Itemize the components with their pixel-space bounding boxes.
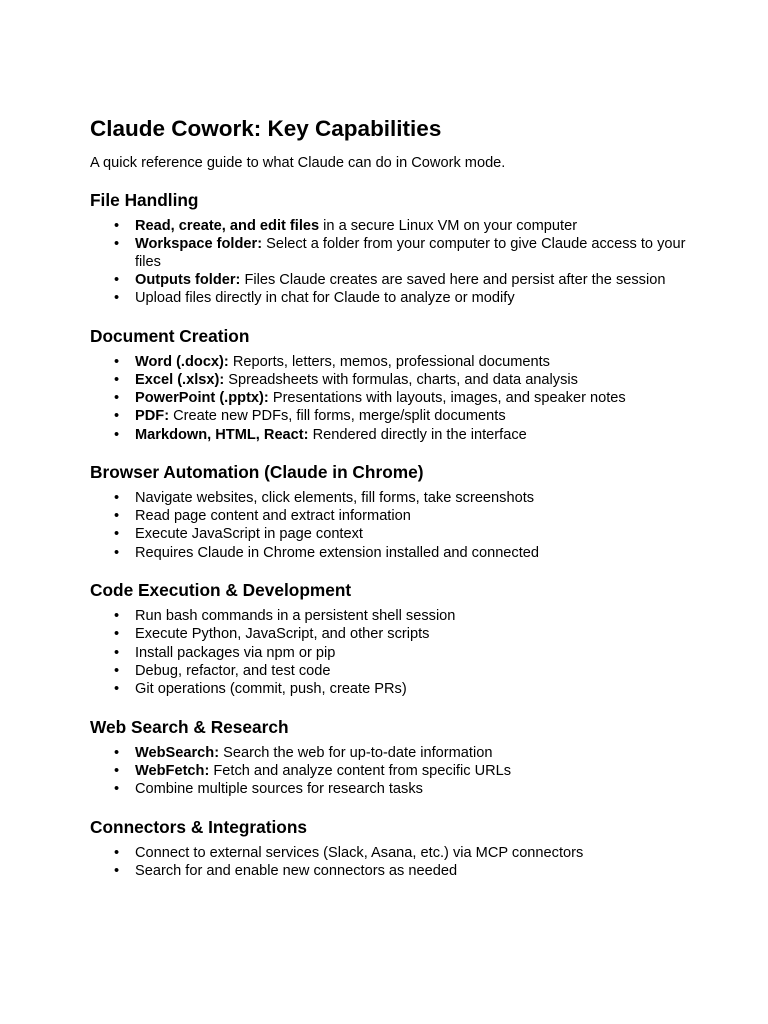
list-item (90, 863, 690, 881)
list-item (90, 272, 690, 290)
item-text: Git operations (commit, push, create PRs) (135, 681, 407, 697)
item-text: Presentations with layouts, images, and speaker notes (268, 390, 626, 407)
item-text: Execute Python, JavaScript, and other scripts (135, 626, 430, 643)
bullet-list (90, 218, 690, 308)
list-item (90, 745, 690, 763)
section-file-handling (90, 189, 690, 308)
item-text: Upload files directly in chat for Claude to analyze or modify (135, 290, 515, 307)
section-heading: Web Search & Research (90, 716, 289, 737)
bullet-icon: • (114, 490, 120, 507)
item-text: Search the web for up-to-date information (219, 744, 493, 761)
bullet-icon: • (114, 862, 120, 879)
list-item (90, 781, 690, 799)
bullet-icon: • (114, 644, 120, 661)
item-text: Spreadsheets with formulas, charts, and data analysis (224, 371, 578, 388)
document-title: Claude Cowork: Key Capabilities (90, 116, 442, 141)
bullet-icon: • (114, 626, 120, 643)
section-heading: Code Execution & Development (90, 580, 352, 601)
bullet-icon: • (114, 426, 120, 443)
list-item (90, 763, 690, 781)
section-web-search-research (90, 716, 690, 799)
item-bold-label: PowerPoint (.pptx): (135, 390, 269, 407)
list-item (90, 681, 690, 699)
bullet-icon: • (114, 744, 120, 761)
list-item (90, 236, 690, 271)
item-text: Rendered directly in the interface (308, 426, 527, 443)
section-document-creation (90, 325, 690, 444)
item-text: Execute JavaScript in page context (135, 526, 363, 543)
item-bold-label: Word (.docx): (135, 353, 229, 370)
item-text: Create new PDFs, fill forms, merge/split documents (169, 408, 506, 425)
item-bold-label: Excel (.xlsx): (135, 371, 225, 388)
item-text: in a secure Linux VM on your computer (319, 218, 578, 234)
bullet-icon: • (114, 290, 120, 307)
list-item (90, 218, 690, 236)
bullet-list (90, 490, 690, 562)
item-text: Files Claude creates are saved here and persist after the session (240, 271, 666, 288)
item-bold-label: WebFetch: (135, 762, 210, 779)
bullet-icon: • (114, 780, 120, 797)
list-item (90, 372, 690, 390)
list-item (90, 290, 690, 308)
section-heading: Browser Automation (Claude in Chrome) (90, 462, 424, 483)
bullet-list (90, 845, 690, 881)
bullet-icon: • (114, 353, 120, 370)
section-heading: Connectors & Integrations (90, 816, 307, 837)
bullet-icon: • (114, 408, 120, 425)
bullet-icon: • (114, 371, 120, 388)
list-item (90, 508, 690, 526)
list-item (90, 526, 690, 544)
section-heading: File Handling (90, 190, 199, 210)
item-text: Navigate websites, click elements, fill forms, take screenshots (135, 490, 535, 507)
document-page (90, 115, 690, 881)
item-text: Read page content and extract information (135, 508, 411, 525)
item-text: Debug, refactor, and test code (135, 662, 331, 679)
bullet-icon: • (114, 544, 120, 561)
bullet-list (90, 354, 690, 444)
item-bold-label: Outputs folder: (135, 271, 241, 288)
item-text: Run bash commands in a persistent shell session (135, 608, 456, 625)
bullet-list (90, 608, 690, 698)
bullet-icon: • (114, 762, 120, 779)
item-text: Search for and enable new connectors as needed (135, 862, 458, 879)
item-text: Fetch and analyze content from specific URLs (209, 762, 512, 779)
item-text: Requires Claude in Chrome extension installed and connected (135, 544, 540, 561)
item-bold-label: Read, create, and edit files (135, 218, 320, 234)
list-item (90, 608, 690, 626)
bullet-icon: • (114, 508, 120, 525)
section-browser-automation-claude-in-chrome (90, 461, 690, 562)
item-bold-label: Workspace folder: (135, 236, 263, 253)
list-item (90, 408, 690, 426)
bullet-icon: • (114, 218, 120, 234)
list-item (90, 390, 690, 408)
item-bold-label: PDF: (135, 408, 170, 425)
item-bold-label: Markdown, HTML, React: (135, 426, 309, 443)
list-item (90, 663, 690, 681)
list-item (90, 626, 690, 644)
list-item (90, 845, 690, 863)
sections-container (90, 189, 690, 880)
item-text: Reports, letters, memos, professional documents (228, 353, 550, 370)
section-code-execution-development (90, 579, 690, 698)
bullet-list (90, 745, 690, 799)
item-text: Connect to external services (Slack, Asana, etc.) via MCP connectors (135, 844, 584, 861)
bullet-icon: • (114, 236, 120, 253)
bullet-icon: • (114, 271, 120, 288)
section-connectors-integrations (90, 816, 690, 881)
list-item (90, 427, 690, 445)
list-item (90, 545, 690, 563)
item-bold-label: WebSearch: (135, 744, 220, 761)
bullet-icon: • (114, 844, 120, 861)
bullet-icon: • (114, 662, 120, 679)
section-heading: Document Creation (90, 325, 250, 346)
document-subtitle: A quick reference guide to what Claude can do in Cowork mode. (90, 155, 506, 171)
bullet-icon: • (114, 681, 120, 697)
bullet-icon: • (114, 526, 120, 543)
list-item (90, 645, 690, 663)
item-text: Combine multiple sources for research tasks (135, 780, 423, 797)
list-item (90, 354, 690, 372)
bullet-icon: • (114, 390, 120, 407)
bullet-icon: • (114, 608, 120, 625)
list-item (90, 490, 690, 508)
item-text: Select a folder from your computer to give Claude access to your files (135, 236, 686, 270)
item-text: Install packages via npm or pip (135, 644, 336, 661)
